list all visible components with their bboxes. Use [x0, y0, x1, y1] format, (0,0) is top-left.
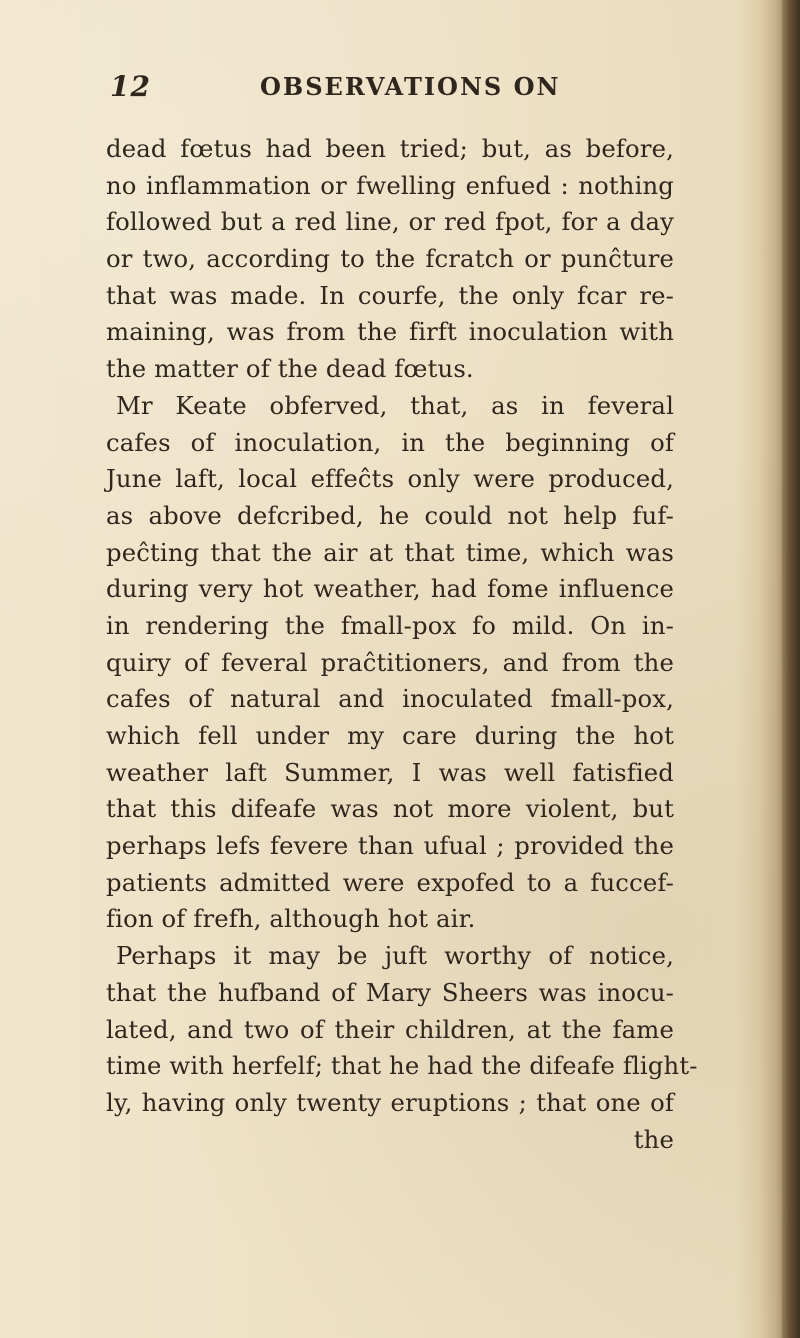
text-line: peĉting that the air at that time, which was [106, 537, 674, 567]
text-line: Perhaps it may be juft worthy of notice, [116, 941, 674, 971]
running-head: OBSERVATIONS ON [260, 72, 561, 101]
page-edge [782, 0, 800, 1338]
text-line: in rendering the fmall-pox fo mild. On in- [106, 610, 674, 640]
text-line: weather laft Summer, I was well fatisfied [106, 757, 674, 787]
text-line: time with herfelf; that he had the difeafe flight- [106, 1051, 698, 1081]
text-line: that the hufband of Mary Sheers was inocu- [106, 977, 674, 1007]
text-line: or two, according to the fcratch or punĉture [106, 244, 674, 274]
text-line: followed but a red line, or red fpot, for a day [106, 207, 674, 237]
text-line: which fell under my care during the hot [106, 721, 674, 750]
text-line: fion of frefh, although hot air. [106, 904, 476, 934]
text-line: patients admitted were expofed to a fuccef- [106, 867, 674, 897]
text-line: cafes of natural and inoculated fmall-pox, [106, 684, 674, 714]
text-line: that was made. In courfe, the only fcar re- [106, 280, 674, 310]
text-line: that this difeafe was not more violent, but [106, 794, 674, 824]
text-line: dead fœtus had been tried; but, as before, [106, 134, 674, 163]
text-line: Mr Keate obferved, that, as in feveral [116, 390, 674, 420]
text-line: June laft, local effeĉts only were produced, [106, 464, 674, 494]
text-line: lated, and two of their children, at the fame [106, 1014, 674, 1044]
page-header [110, 70, 670, 110]
text-line: as above defcribed, he could not help fuf- [106, 500, 674, 530]
text-line: maining, was from the firft inoculation with [106, 317, 674, 347]
page-number: 12 [110, 70, 151, 103]
text-line: the matter of the dead fœtus. [106, 354, 474, 384]
text-line: cafes of inoculation, in the beginning of [106, 427, 674, 457]
text-line: ly, having only twenty eruptions ; that one of [106, 1087, 674, 1117]
catchword: the [633, 1124, 674, 1154]
text-line: perhaps lefs fevere than ufual ; provided the [106, 831, 674, 861]
text-line: during very hot weather, had fome influence [106, 574, 674, 604]
text-line: no inflammation or fwelling enfued : nothing [106, 170, 674, 200]
text-line: quiry of feveral praĉtitioners, and from the [106, 647, 674, 677]
gutter-shadow [760, 0, 782, 1338]
body-text [106, 131, 698, 1158]
